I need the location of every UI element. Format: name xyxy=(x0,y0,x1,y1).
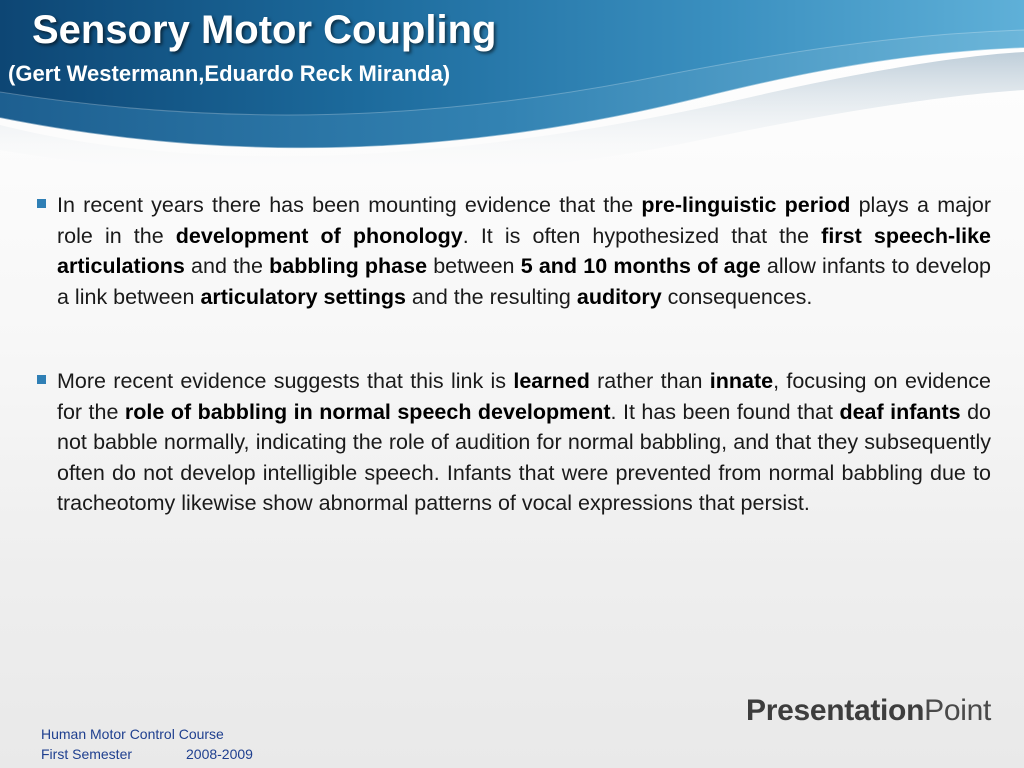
bullet-list xyxy=(36,190,991,573)
brand-logo-part-presentation: Presentation xyxy=(745,694,925,727)
bullet-text: In recent years there has been mounting evidence that the xyxy=(57,193,642,217)
footer-semester: First Semester xyxy=(41,746,133,762)
bullet-emphasis: learned xyxy=(513,369,590,393)
bullet-text: and the xyxy=(184,254,270,278)
footer-course: Human Motor Control Course xyxy=(41,726,224,742)
bullet-emphasis: articulatory settings xyxy=(200,284,406,309)
bullet-text: plays a major role in the xyxy=(57,193,991,248)
bullet-emphasis: babbling phase xyxy=(269,254,428,278)
bullet-emphasis: development of phonology xyxy=(175,223,463,248)
slide-footer xyxy=(41,724,253,764)
bullet-square-icon xyxy=(37,375,46,384)
bullet-text: More recent evidence suggests that this link is xyxy=(57,369,514,393)
brand-logo-part-point: Point xyxy=(924,694,991,727)
bullet-emphasis: first speech-like articulations xyxy=(57,223,991,278)
bullet-text: allow infants to develop a link between xyxy=(57,254,991,309)
bullet-item xyxy=(36,190,991,312)
bullet-emphasis: pre-linguistic period xyxy=(641,193,851,217)
footer-term-line xyxy=(41,744,253,764)
bullet-emphasis: 5 and 10 months of age xyxy=(520,254,761,278)
bullet-item xyxy=(36,366,991,519)
bullet-text: . It has been found that xyxy=(610,399,840,424)
bullet-text: rather than xyxy=(589,369,710,393)
slide-title: Sensory Motor Coupling xyxy=(32,8,497,52)
bullet-text: between xyxy=(427,254,521,278)
bullet-text: , focusing on evidence for the xyxy=(57,369,992,424)
slide-subtitle: (Gert Westermann,Eduardo Reck Miranda) xyxy=(8,61,451,86)
bullet-emphasis: deaf infants xyxy=(839,399,961,424)
bullet-emphasis: innate xyxy=(709,369,774,393)
bullet-square-icon xyxy=(37,199,46,208)
presentationpoint-logo xyxy=(746,693,991,729)
footer-years: 2008-2009 xyxy=(186,746,253,762)
bullet-emphasis: auditory xyxy=(576,284,662,309)
bullet-text: . It is often hypothesized that the xyxy=(462,223,822,248)
bullet-text: consequences. xyxy=(661,284,813,309)
bullet-text: and the resulting xyxy=(405,284,577,309)
bullet-emphasis: role of babbling in normal speech development xyxy=(124,399,611,424)
bullet-text: do not babble normally, indicating the role of audition for normal babbling, and that they subsequently often do not develop intelligible speech. Infants that were prevented from normal babbling due to tracheotomy likewise show abnormal patterns of vocal expressions that persist. xyxy=(57,399,991,515)
